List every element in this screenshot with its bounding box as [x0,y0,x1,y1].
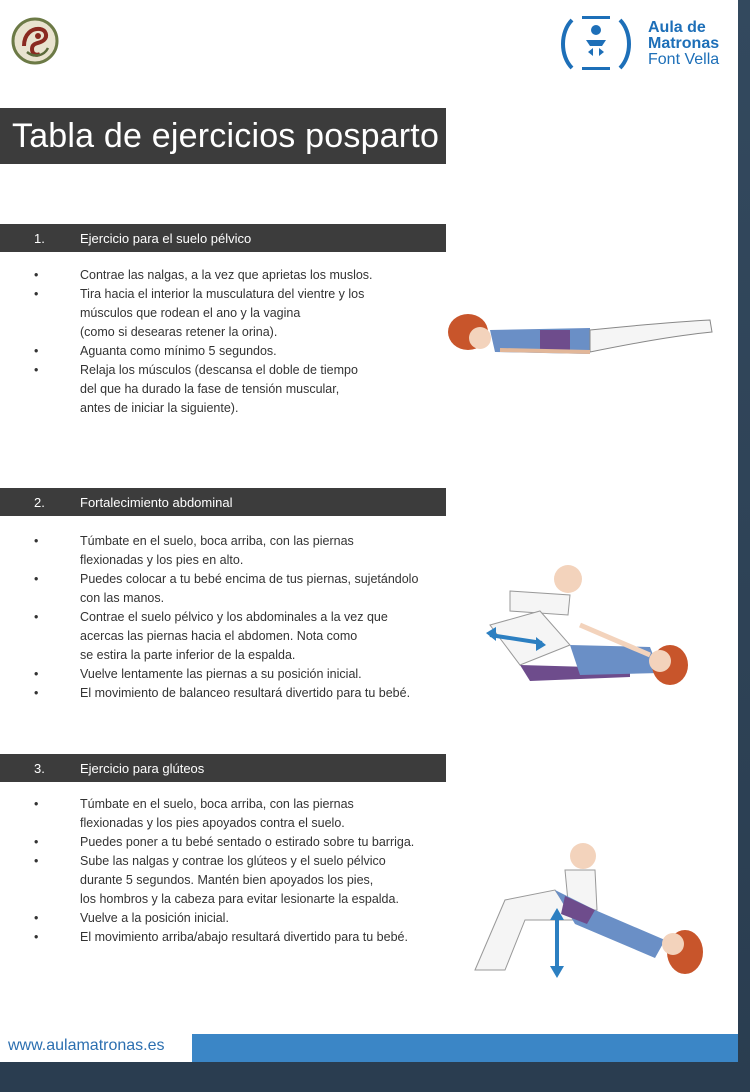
brand-text [648,20,719,68]
institution-logo-icon [10,16,60,66]
brand-line-1: Aula de [648,19,706,36]
list-item: • Contrae el suelo pélvico y los abdominales a la vez que acercas las piernas hacia el abdomen. Nota como se estira la parte inferior de la espalda. [34,608,444,665]
section-2-title: Fortalecimiento abdominal [80,495,233,510]
list-item: • Vuelve lentamente las piernas a su posición inicial. [34,665,444,684]
section-1-header [0,224,446,252]
abdominal-exercise-illustration-icon [450,555,710,695]
list-item: • Túmbate en el suelo, boca arriba, con las piernas flexionadas y los pies en alto. [34,532,444,570]
brand-line-2: Matronas [648,35,720,52]
page-title-bar [0,108,446,164]
list-item: • Puedes poner a tu bebé sentado o estirado sobre tu barriga. [34,833,444,852]
list-item: • El movimiento de balanceo resultará divertido para tu bebé. [34,684,444,703]
list-item: • Relaja los músculos (descansa el doble de tiempo del que ha durado la fase de tensión muscular, antes de iniciar la siguiente). [34,361,444,418]
section-3-list [34,795,444,947]
brand-line-3: Font Vella [648,51,720,68]
section-1-title: Ejercicio para el suelo pélvico [80,231,252,246]
section-1-list [34,266,444,418]
glute-bridge-illustration-icon [465,840,725,990]
footer-url-link[interactable]: www.aulamatronas.es [8,1037,165,1054]
section-1-number: 1. [34,231,45,246]
section-3-number: 3. [34,761,45,776]
list-item: • Aguanta como mínimo 5 segundos. [34,342,444,361]
page-title: Tabla de ejercicios posparto [12,117,440,155]
list-item: • Vuelve a la posición inicial. [34,909,444,928]
section-3-title: Ejercicio para glúteos [80,761,205,776]
section-2-number: 2. [34,495,45,510]
list-item: • El movimiento arriba/abajo resultará divertido para tu bebé. [34,928,444,947]
baby-logo-icon [556,14,640,74]
section-3-header [0,754,446,782]
list-item: • Puedes colocar a tu bebé encima de tus piernas, sujetándolo con las manos. [34,570,444,608]
aula-matronas-logo [556,14,736,74]
section-2-list [34,532,444,703]
section-2-header [0,488,446,516]
list-item: • Tira hacia el interior la musculatura del vientre y los músculos que rodean el ano y la vagina (como si desearas retener la orina). [34,285,444,342]
footer-bar [192,1034,738,1062]
list-item: • Sube las nalgas y contrae los glúteos y el suelo pélvico durante 5 segundos. Mantén bien apoyados los pies, los hombros y la cabeza para evitar lesionarte la espalda. [34,852,444,909]
list-item: • Túmbate en el suelo, boca arriba, con las piernas flexionadas y los pies apoyados contra el suelo. [34,795,444,833]
list-item: • Contrae las nalgas, a la vez que aprietas los muslos. [34,266,444,285]
lying-woman-illustration-icon [440,300,730,370]
